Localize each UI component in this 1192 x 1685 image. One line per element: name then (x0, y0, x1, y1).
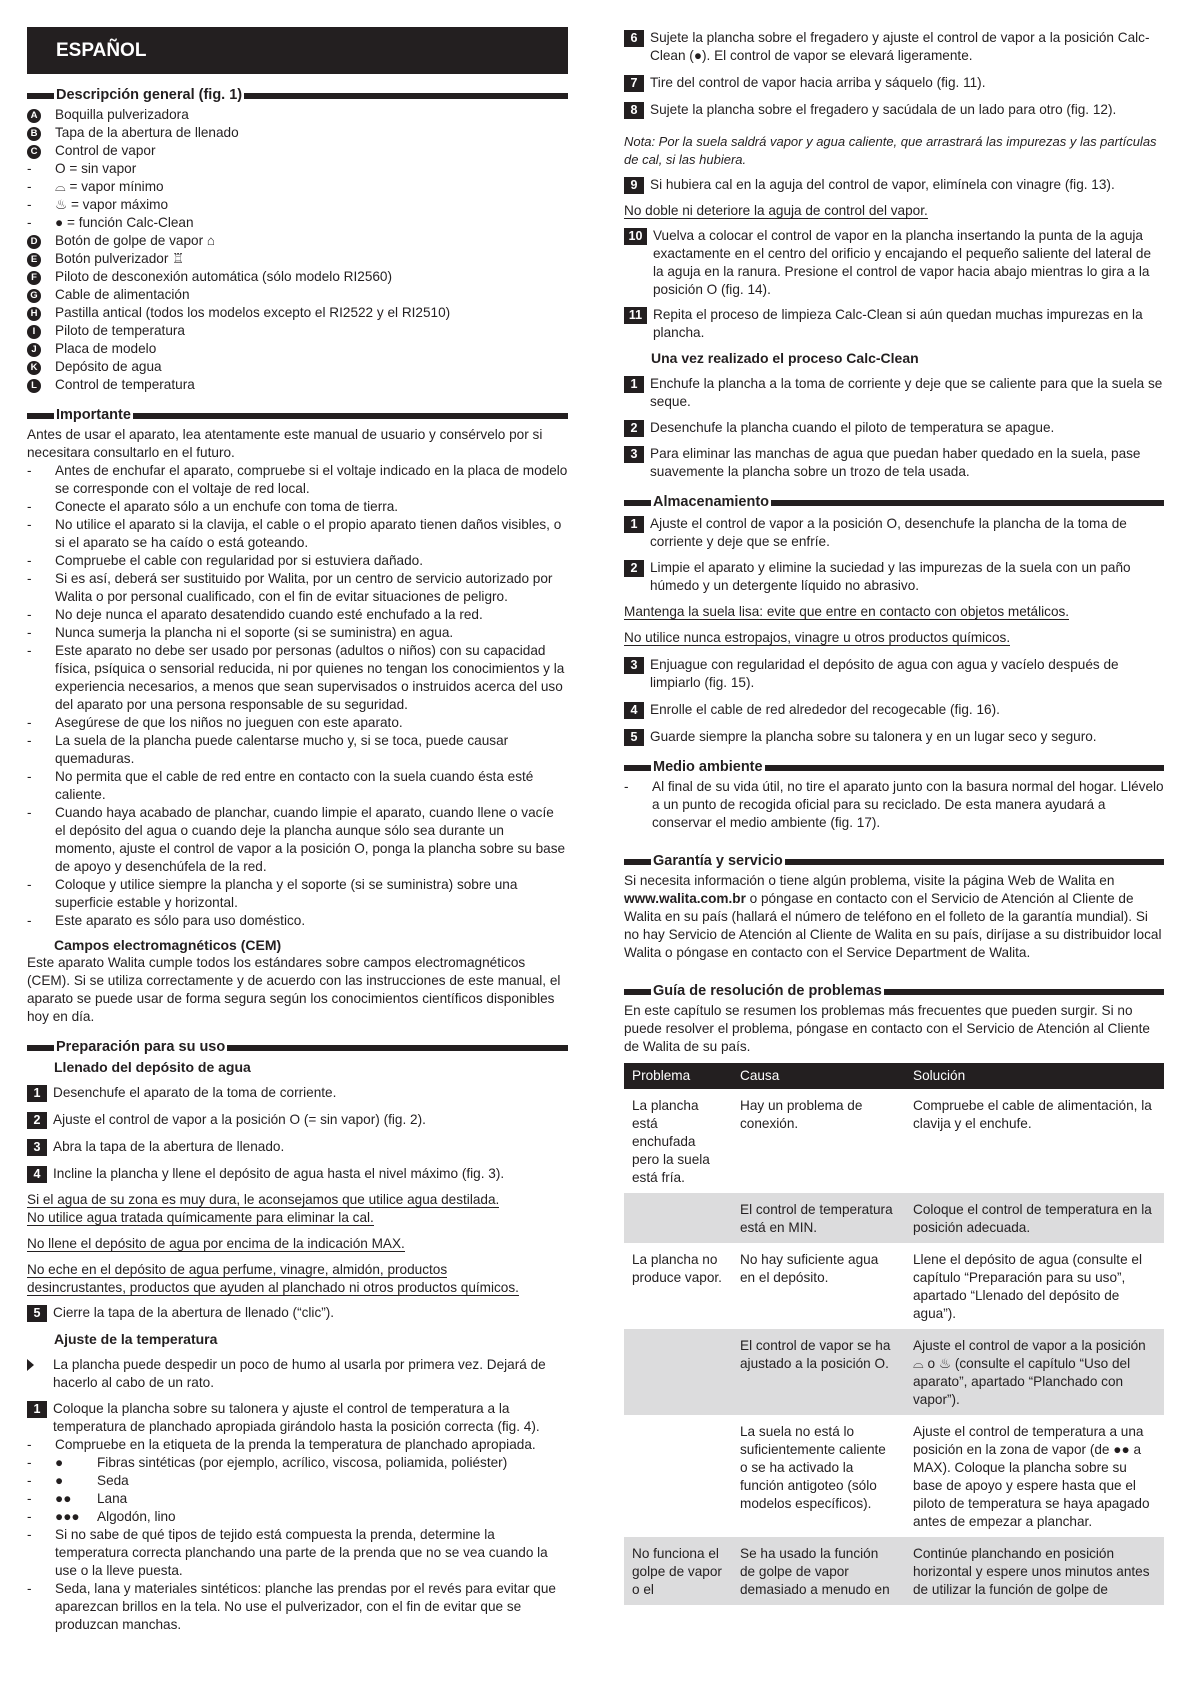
cell-problema: La plancha está enchufada pero la suela está fría. (632, 1098, 710, 1185)
text: Este aparato no debe ser usado por personas (adultos o niños) con su capacidad física, psíquica o sensorial reducida, ni por quienes no tengan los conocimientos y la experiencia necesarios, a menos que sean supervisados o instruidos acerca del uso del aparato por una persona responsable de su seguridad. (55, 643, 565, 712)
calc-step-9 (624, 176, 1164, 194)
subheading-temperatura: Ajuste de la temperatura (54, 1331, 218, 1347)
list-marker: - (27, 553, 32, 568)
list-marker: - (27, 1527, 32, 1542)
note-estropajos (624, 629, 1164, 647)
text: ♨ = vapor máximo (55, 197, 169, 212)
after-step (624, 445, 1164, 481)
temp-step-1 (27, 1400, 568, 1436)
letter-badge: L (27, 379, 41, 393)
text: Guía de resolución de problemas (653, 983, 882, 999)
warning-item (27, 732, 568, 768)
list-marker (27, 322, 55, 340)
step-number: 2 (624, 560, 644, 577)
text: Repita el proceso de limpieza Calc-Clean si aún quedan muchas impurezas en la plancha. (653, 307, 1143, 340)
walita-link[interactable]: www.walita.com.br (624, 891, 746, 906)
step-number: 1 (27, 1401, 47, 1418)
warning-item (27, 516, 568, 552)
importante-intro: Antes de usar el aparato, lea atentamente este manual de usuario y consérvelo por si necesitara consultarlo en el futuro. (27, 427, 543, 460)
text: Cuando haya acabado de planchar, cuando limpie el aparato, cuando llene o vacíe el depósito del agua o cuando deje la plancha aunque sólo sea durante un momento, ajuste el control de vapor a la posición O, ponga la plancha sobre su base de apoyo y desenchúfela de la red. (55, 805, 566, 874)
text: Pastilla antical (todos los modelos excepto el RI2522 y el RI2510) (55, 305, 451, 320)
temperature-item (27, 1454, 568, 1472)
text: No utilice nunca estropajos, vinagre u otros productos químicos. (624, 630, 1011, 645)
text: Desenchufe el aparato de la toma de corriente. (53, 1085, 337, 1100)
cell-solucion: Ajuste el control de vapor a la posición ⌓ o ♨ (consulte el capítulo “Uso del aparato”, apartado “Planchado con vapor”). (905, 1329, 1164, 1415)
cell-solucion: Llene el depósito de agua (consulte el capítulo “Preparación para su uso”, apartado “Llenado del depósito de agua”). (913, 1252, 1142, 1321)
section-heading-guia (624, 982, 1164, 1000)
text: Boquilla pulverizadora (55, 107, 189, 122)
prep-step (27, 1111, 568, 1129)
warning-item (27, 714, 568, 732)
list-marker (27, 268, 55, 286)
list-marker: - (27, 517, 32, 532)
text: Limpie el aparato y elimine la suciedad y las impurezas de la suela con un paño húmedo y un detergente líquido no abrasivo. (650, 560, 1131, 593)
storage-steps-b (624, 656, 1164, 746)
subheading-llenado: Llenado del depósito de agua (54, 1059, 251, 1075)
section-heading-descripcion (27, 86, 568, 104)
warn-aguja (624, 202, 1164, 220)
cell-problema: La plancha no produce vapor. (632, 1252, 722, 1285)
after-step (624, 375, 1164, 411)
list-marker: - (27, 715, 32, 730)
text: Si el agua de su zona es muy dura, le aconsejamos que utilice agua destilada. (27, 1192, 500, 1207)
text: Nunca sumerja la plancha ni el soporte (si se suministra) en agua. (55, 625, 454, 640)
list-marker (27, 340, 55, 358)
subheading-after: Una vez realizado el proceso Calc-Clean (651, 350, 919, 366)
list-marker: - (27, 1491, 32, 1506)
step-number: 5 (27, 1305, 47, 1322)
text: No llene el depósito de agua por encima de la indicación MAX. (27, 1236, 405, 1251)
list-marker: - (27, 499, 32, 514)
description-item (27, 160, 568, 178)
text: Preparación para su uso (56, 1039, 226, 1055)
temperature-item (27, 1472, 568, 1490)
calc-step (624, 74, 1164, 92)
step-number: 9 (624, 177, 644, 194)
temperature-dots: ● (55, 1473, 64, 1488)
table-row (624, 1193, 1164, 1243)
text: Piloto de temperatura (55, 323, 185, 338)
description-item (27, 358, 568, 376)
text: Coloque la plancha sobre su talonera y ajuste el control de temperatura a la temperatura de planchado apropiada girándolo hasta la posición correcta (fig. 4). (53, 1401, 540, 1434)
section-heading-importante (27, 406, 568, 424)
troubleshooting-table (624, 1063, 1164, 1605)
text: Conecte el aparato sólo a un enchufe con toma de tierra. (55, 499, 399, 514)
note-perfume (27, 1261, 568, 1297)
list-marker: - (27, 179, 32, 194)
warning-item (27, 462, 568, 498)
text: Piloto de desconexión automática (sólo modelo RI2560) (55, 269, 393, 284)
step-number: 3 (624, 657, 644, 674)
list-marker (27, 358, 55, 376)
temperature-item (27, 1508, 568, 1526)
cell-solucion: Continúe planchando en posición horizontal y espere unos minutos antes de utilizar la función de golpe de (905, 1537, 1164, 1605)
arrow-icon (27, 1356, 53, 1392)
text: Ajuste el control de vapor a la posición O (= sin vapor) (fig. 2). (53, 1112, 426, 1127)
text: Desenchufe la plancha cuando el piloto de temperatura se apague. (650, 420, 1055, 435)
section-heading-almacenamiento (624, 493, 1164, 511)
table-row (624, 1415, 1164, 1537)
list-marker: - (27, 215, 32, 230)
letter-badge: F (27, 271, 41, 285)
description-item (27, 376, 568, 394)
text: Algodón, lino (97, 1509, 176, 1524)
cell-solucion: Compruebe el cable de alimentación, la clavija y el enchufe. (913, 1098, 1152, 1131)
letter-badge: C (27, 145, 41, 159)
calc-steps (624, 29, 1164, 119)
storage-steps (624, 515, 1164, 595)
step-number: 1 (624, 516, 644, 533)
text: Botón pulverizador ♖ (55, 251, 185, 266)
temperature-list (27, 1436, 568, 1634)
list-marker (27, 142, 55, 160)
table-row (624, 1329, 1164, 1415)
letter-badge: K (27, 361, 41, 375)
step-number: 2 (27, 1112, 47, 1129)
step-number: 1 (624, 376, 644, 393)
text: Si necesita información o tiene algún problema, visite la página Web de Walita en (624, 873, 1115, 888)
list-marker: - (27, 571, 32, 586)
left-column (27, 27, 568, 1634)
text: Si hubiera cal en la aguja del control de vapor, elimínela con vinagre (fig. 13). (650, 177, 1115, 192)
col-solucion: Solución (905, 1063, 1164, 1089)
description-item (27, 142, 568, 160)
text: La plancha puede despedir un poco de humo al usarla por primera vez. Dejará de hacerlo al cabo de un rato. (53, 1357, 546, 1390)
letter-badge: I (27, 325, 41, 339)
letter-badge: B (27, 127, 41, 141)
text: Incline la plancha y llene el depósito de agua hasta el nivel máximo (fig. 3). (53, 1166, 505, 1181)
importante-list (27, 462, 568, 930)
step-number: 3 (27, 1139, 47, 1156)
list-marker (27, 124, 55, 142)
temperature-item (27, 1580, 568, 1634)
list-marker: - (27, 913, 32, 928)
prep-step-5 (27, 1304, 568, 1322)
storage-step (624, 728, 1164, 746)
text: No eche en el depósito de agua perfume, vinagre, almidón, productos (27, 1262, 448, 1277)
after-step (624, 419, 1164, 437)
text: Compruebe el cable con regularidad por si estuviera dañado. (55, 553, 424, 568)
text: Enrolle el cable de red alrededor del recogecable (fig. 16). (650, 702, 1000, 717)
note-lisa (624, 603, 1164, 621)
prep-step (27, 1084, 568, 1102)
step-number: 3 (624, 446, 644, 463)
text: No utilice el aparato si la clavija, el cable o el propio aparato tienen daños visibles, o si el aparato se ha caído o está goteando. (55, 517, 562, 550)
letter-badge: G (27, 289, 41, 303)
calc-step-11 (624, 306, 1164, 342)
list-marker: - (27, 607, 32, 622)
cell-problema (624, 1193, 732, 1243)
description-item (27, 340, 568, 358)
cell-solucion: Coloque el control de temperatura en la posición adecuada. (905, 1193, 1164, 1243)
letter-badge: H (27, 307, 41, 321)
table-row (624, 1537, 1164, 1605)
warning-item (27, 570, 568, 606)
text: La suela de la plancha puede calentarse mucho y, si se toca, puede causar quemaduras. (55, 733, 509, 766)
cell-causa: La suela no está lo suficientemente caliente o se ha activado la función antigoteo (sólo modelos específicos). (740, 1424, 886, 1511)
step-number: 6 (624, 30, 644, 47)
temperature-dots: ●●● (55, 1509, 80, 1524)
description-item (27, 286, 568, 304)
warning-item (27, 876, 568, 912)
description-item (27, 250, 568, 268)
section-heading-garantia (624, 852, 1164, 870)
text: Fibras sintéticas (por ejemplo, acrílico, viscosa, poliamida, poliéster) (97, 1455, 508, 1470)
description-list (27, 106, 568, 394)
text: Antes de enchufar el aparato, compruebe si el voltaje indicado en la placa de modelo se corresponde con el voltaje de red local. (55, 463, 568, 496)
calc-step-10 (624, 227, 1164, 299)
list-marker: - (27, 161, 32, 176)
list-marker: - (624, 779, 629, 794)
text: No permita que el cable de red entre en contacto con la suela cuando ésta esté caliente. (55, 769, 534, 802)
warning-item (27, 552, 568, 570)
text: Si no sabe de qué tipos de tejido está compuesta la prenda, determine la temperatura correcta planchando una parte de la prenda que no se vea cuando la use o la lleve puesta. (55, 1527, 548, 1578)
note-max (27, 1235, 568, 1253)
list-marker (27, 304, 55, 322)
list-marker: - (27, 877, 32, 892)
list-marker: - (27, 1455, 32, 1470)
text: Si es así, deberá ser sustituido por Walita, por un centro de servicio autorizado por Walita o por personal cualificado, con el fin de evitar situaciones de peligro. (55, 571, 553, 604)
right-column (624, 27, 1164, 1605)
text: Sujete la plancha sobre el fregadero y sacúdala de un lado para otro (fig. 12). (650, 102, 1117, 117)
description-item (27, 178, 568, 196)
text: Guarde siempre la plancha sobre su talonera y en un lugar seco y seguro. (650, 729, 1097, 744)
note-dura (27, 1191, 568, 1227)
step-number: 2 (624, 420, 644, 437)
text: Cierre la tapa de la abertura de llenado (“clic”). (53, 1305, 335, 1320)
letter-badge: A (27, 109, 41, 123)
cell-causa: El control de vapor se ha ajustado a la posición O. (732, 1329, 905, 1415)
text: No doble ni deteriore la aguja de control del vapor. (624, 203, 928, 218)
step-number: 10 (624, 228, 647, 245)
text: Botón de golpe de vapor ⌂ (55, 233, 216, 248)
text: No deje nunca el aparato desatendido cuando esté enchufado a la red. (55, 607, 483, 622)
text: Coloque y utilice siempre la plancha y el soporte (si se suministra) sobre una superficie estable y horizontal. (55, 877, 518, 910)
step-number: 5 (624, 729, 644, 746)
section-heading-preparacion (27, 1038, 568, 1056)
warning-item (27, 642, 568, 714)
temperature-item (27, 1526, 568, 1580)
cem-text: Este aparato Walita cumple todos los estándares sobre campos electromagnéticos (CEM). Si se utiliza correctamente y de acuerdo con las instrucciones de este manual, el aparato se puede usar de forma segura según los conocimientos científicos disponibles hoy en día. (27, 955, 561, 1024)
description-item (27, 106, 568, 124)
letter-badge: J (27, 343, 41, 357)
step-number: 7 (624, 75, 644, 92)
section-heading-medio (624, 758, 1164, 776)
temperature-item (27, 1436, 568, 1454)
text: Depósito de agua (55, 359, 162, 374)
prep-step (27, 1165, 568, 1183)
prep-steps (27, 1084, 568, 1183)
list-marker (27, 232, 55, 250)
text: Control de vapor (55, 143, 156, 158)
text: Medio ambiente (653, 759, 763, 775)
medio-item (624, 778, 1164, 832)
text: No utilice agua tratada químicamente para eliminar la cal. (27, 1210, 374, 1225)
letter-badge: E (27, 253, 41, 267)
text: Placa de modelo (55, 341, 157, 356)
cell-problema: No funciona el golpe de vapor o el (624, 1537, 732, 1605)
smoke-notice (27, 1356, 568, 1392)
guia-intro: En este capítulo se resumen los problemas más frecuentes que pueden surgir. Si no puede resolver el problema, póngase en contacto con el Servicio de Atención al Cliente de Walita de su país. (624, 1003, 1150, 1054)
storage-step (624, 656, 1164, 692)
list-marker (27, 376, 55, 394)
language-header: ESPAÑOL (27, 27, 568, 74)
text: Cable de alimentación (55, 287, 190, 302)
text: Compruebe en la etiqueta de la prenda la temperatura de planchado apropiada. (55, 1437, 536, 1452)
cell-causa: Se ha usado la función de golpe de vapor demasiado a menudo en (732, 1537, 905, 1605)
text: Seda, lana y materiales sintéticos: planche las prendas por el revés para evitar que aparezcan brillos en la tela. No use el pulverizador, con el fin de evitar que se produzcan manchas. (55, 1581, 556, 1632)
text: Control de temperatura (55, 377, 195, 392)
table-row (624, 1089, 1164, 1193)
text: Al final de su vida útil, no tire el aparato junto con la basura normal del hogar. Llévelo a un punto de recogida oficial para su reciclado. De esta manera ayudará a conservar el medio ambiente (fig. 17). (652, 779, 1164, 830)
warning-item (27, 768, 568, 804)
text: O = sin vapor (55, 161, 137, 176)
letter-badge: D (27, 235, 41, 249)
text: Tire del control de vapor hacia arriba y sáquelo (fig. 11). (650, 75, 986, 90)
temperature-item (27, 1490, 568, 1508)
cell-solucion: Ajuste el control de temperatura a una posición en la zona de vapor (de ●● a MAX). Coloque la plancha sobre su base de apoyo y espere hasta que el piloto de temperatura se haya apagado antes de empezar a planchar. (913, 1424, 1150, 1529)
warning-item (27, 912, 568, 930)
temperature-dots: ●● (55, 1491, 72, 1506)
text: Abra la tapa de la abertura de llenado. (53, 1139, 285, 1154)
list-marker: - (27, 1509, 32, 1524)
storage-step (624, 701, 1164, 719)
list-marker: - (27, 1581, 32, 1596)
cem-heading: Campos electromagnéticos (CEM) (54, 937, 282, 953)
calc-step (624, 101, 1164, 119)
list-marker: - (27, 463, 32, 478)
cell-problema (624, 1415, 732, 1537)
description-item (27, 268, 568, 286)
calc-step (624, 29, 1164, 65)
text: Sujete la plancha sobre el fregadero y ajuste el control de vapor a la posición Calc-Clean (●). El control de vapor se elevará ligeramente. (650, 30, 1150, 63)
step-number: 4 (27, 1166, 47, 1183)
text: Mantenga la suela lisa: evite que entre en contacto con objetos metálicos. (624, 604, 1070, 619)
list-marker: - (27, 769, 32, 784)
col-causa: Causa (732, 1063, 905, 1089)
text: Lana (97, 1491, 128, 1506)
list-marker: - (27, 197, 32, 212)
text: Tapa de la abertura de llenado (55, 125, 239, 140)
list-marker: - (27, 625, 32, 640)
text: Almacenamiento (653, 494, 770, 510)
description-item (27, 304, 568, 322)
step-number: 4 (624, 702, 644, 719)
text: Enjuague con regularidad el depósito de agua con agua y vacíelo después de limpiarlo (fig. 15). (650, 657, 1119, 690)
text: ⌓ = vapor mínimo (55, 179, 164, 194)
text: Descripción general (fig. 1) (56, 87, 243, 103)
text: o póngase en contacto con el Servicio de Atención al Cliente de Walita en su país (hallará el número de teléfono en el folleto de la garantía mundial). Si no hay Servicio de Atención al Cliente de Walita en su país, diríjase a su distribuidor local Walita o póngase en contacto con el Service Department de Walita. (624, 891, 1162, 960)
text: Importante (56, 407, 131, 423)
step-number: 8 (624, 102, 644, 119)
text: Asegúrese de que los niños no jueguen con este aparato. (55, 715, 403, 730)
cell-causa: El control de temperatura está en MIN. (732, 1193, 905, 1243)
list-marker: - (27, 733, 32, 748)
text: desincrustantes, productos que ayuden al planchado ni otros productos químicos. (27, 1280, 519, 1295)
warning-item (27, 624, 568, 642)
temperature-dots: ● (55, 1455, 64, 1470)
text: Enchufe la plancha a la toma de corriente y deje que se caliente para que la suela se seque. (650, 376, 1163, 409)
text: Para eliminar las manchas de agua que puedan haber quedado en la suela, pase suavemente la plancha sobre un trozo de tela usada. (650, 446, 1141, 479)
list-marker: - (27, 805, 32, 820)
text: Este aparato es sólo para uso doméstico. (55, 913, 306, 928)
text (624, 1063, 1164, 1089)
list-marker (27, 250, 55, 268)
cell-problema (624, 1329, 732, 1415)
cell-causa: No hay suficiente agua en el depósito. (740, 1252, 879, 1285)
text: Garantía y servicio (653, 853, 783, 869)
col-problema: Problema (624, 1063, 732, 1089)
description-item (27, 214, 568, 232)
cell-causa: Hay un problema de conexión. (740, 1098, 863, 1131)
calc-note: Nota: Por la suela saldrá vapor y agua caliente, que arrastrará las impurezas y las partículas de cal, si las hubiera. (624, 134, 1157, 167)
description-item (27, 124, 568, 142)
step-number: 1 (27, 1085, 47, 1102)
text: ● = función Calc-Clean (55, 215, 194, 230)
text: Seda (97, 1473, 129, 1488)
list-marker (27, 286, 55, 304)
list-marker: - (27, 1473, 32, 1488)
description-item (27, 232, 568, 250)
warning-item (27, 804, 568, 876)
storage-step (624, 515, 1164, 551)
list-marker: - (27, 643, 32, 658)
table-row (624, 1243, 1164, 1329)
warning-item (27, 498, 568, 516)
text: Ajuste el control de vapor a la posición O, desenchufe la plancha de la toma de corriente y deje que se enfríe. (650, 516, 1127, 549)
warning-item (27, 606, 568, 624)
after-steps (624, 375, 1164, 481)
list-marker (27, 106, 55, 124)
list-marker: - (27, 1437, 32, 1452)
garantia-text (624, 872, 1164, 962)
text: Vuelva a colocar el control de vapor en la plancha insertando la punta de la aguja exactamente en el centro del orificio y encajando el pequeño saliente del lateral de la aguja en la ranura. Presione el control de vapor hacia abajo mientras lo gira a la posición O (fig. 14). (653, 228, 1152, 297)
description-item (27, 322, 568, 340)
step-number: 11 (624, 307, 647, 324)
storage-step (624, 559, 1164, 595)
prep-step (27, 1138, 568, 1156)
description-item (27, 196, 568, 214)
